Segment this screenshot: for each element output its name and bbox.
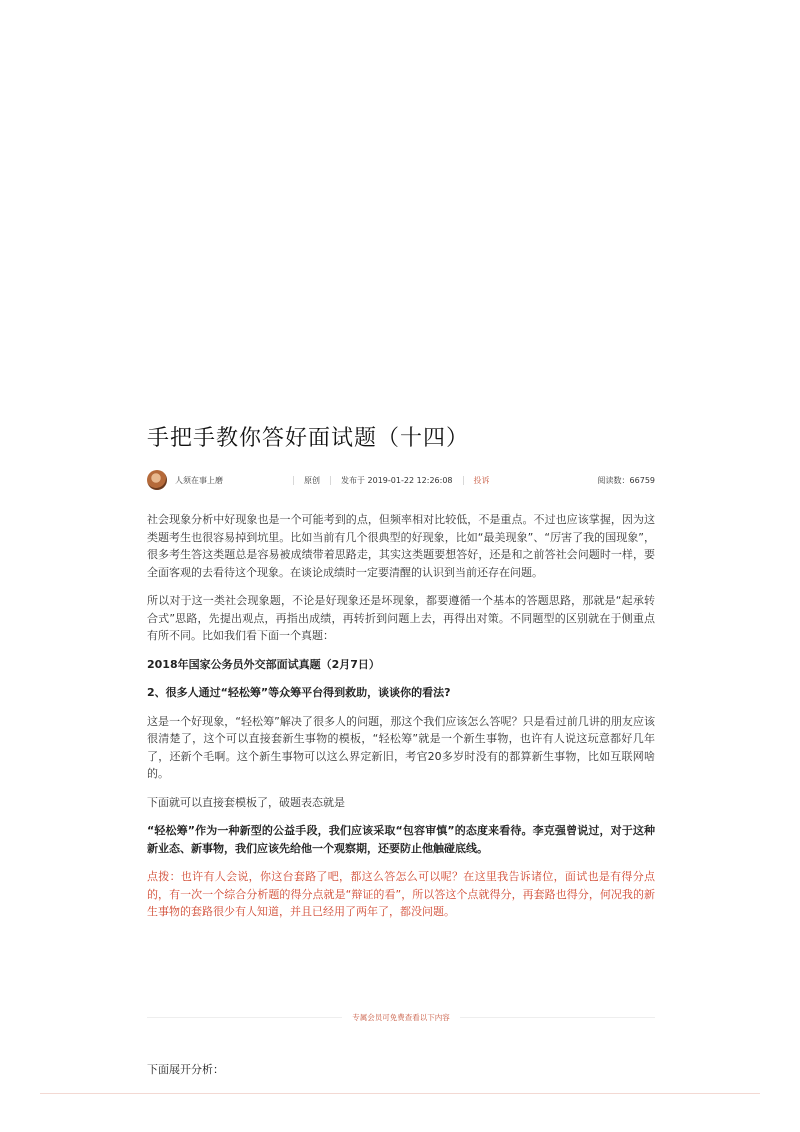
- report-link[interactable]: 投诉: [473, 475, 490, 485]
- publish-time: 发布于 2019-01-22 12:26:08: [341, 475, 453, 485]
- article: [147, 424, 655, 932]
- paragraph-approach: 所以对于这一类社会现象题，不论是好现象还是坏现象，都要遵循一个基本的答题思路，那就是“起承转合式”思路，先提出观点，再指出成绩，再转折到问题上去，再得出对策。不同题型的区别就在于侧重点有所不同。比如我们看下面一个真题：: [147, 594, 655, 642]
- paragraph-tip: 点拨：也许有人会说，你这台套路了吧，都这么答怎么可以呢？在这里我告诉诸位，面试也是有得分点的，有一次一个综合分析题的得分点就是“辩证的看”，所以答这个点就得分，再套路也得分，何况我的新生事物的套路很少有人知道，并且已经用了两年了，都没问题。: [147, 870, 655, 918]
- meta-divider: [330, 476, 331, 485]
- paragraph-intro: 社会现象分析中好现象也是一个可能考到的点，但频率相对比较低，不是重点。不过也应该掌握，因为这类题考生也很容易掉到坑里。比如当前有几个很典型的好现象，比如“最美现象”、“厉害了我的国现象”，很多考生答这类题总是容易被成绩带着思路走，其实这类题要想答好，还是和之前答社会问题时一样，要全面客观的去看待这个现象。在谈论成绩时一定要清醒的认识到当前还存在问题。: [147, 513, 655, 579]
- paragraph-sample-answer: “轻松筹”作为一种新型的公益手段，我们应该采取“包容审慎”的态度来看待。李克强曾说过，对于这种新业态、新事物，我们应该先给他一个观察期，还要防止他触碰底线。: [147, 824, 655, 855]
- exam-heading: 2018年国家公务员外交部面试真题（2月7日）: [147, 657, 380, 671]
- article-body: [147, 511, 655, 921]
- bottom-divider: [40, 1093, 760, 1094]
- article-title: 手把手教你答好面试题（十四）: [147, 426, 470, 451]
- member-notice-divider: [147, 1011, 655, 1023]
- meta-divider: [293, 476, 294, 485]
- member-notice[interactable]: 专属会员可免费查看以下内容: [352, 1012, 450, 1022]
- article-type: 原创: [304, 475, 320, 485]
- view-count: 阅读数：66759: [597, 475, 655, 485]
- author-avatar[interactable]: [147, 470, 167, 490]
- paragraph-template: 下面就可以直接套模板了，破题表态就是: [147, 795, 345, 809]
- meta-divider: [463, 476, 464, 485]
- divider-line-right: [460, 1017, 655, 1018]
- paragraph-analysis: 这是一个好现象，“轻松筹”解决了很多人的问题，那这个我们应该怎么答呢？只是看过前几讲的朋友应该很清楚了，这个可以直接套新生事物的模板，“轻松筹”就是一个新生事物，也许有人说这玩意都好几年了，还新个毛啊。这个新生事物可以这么界定新旧，考官20多岁时没有的都算新生事物，比如互联网啥的。: [147, 714, 655, 780]
- article-meta: [147, 469, 655, 491]
- expand-analysis-label: 下面展开分析：: [147, 1063, 224, 1076]
- divider-line-left: [147, 1017, 342, 1018]
- exam-question: 2、很多人通过“轻松筹”等众筹平台得到救助，谈谈你的看法?: [147, 686, 451, 699]
- author-name[interactable]: 人须在事上磨: [175, 475, 223, 485]
